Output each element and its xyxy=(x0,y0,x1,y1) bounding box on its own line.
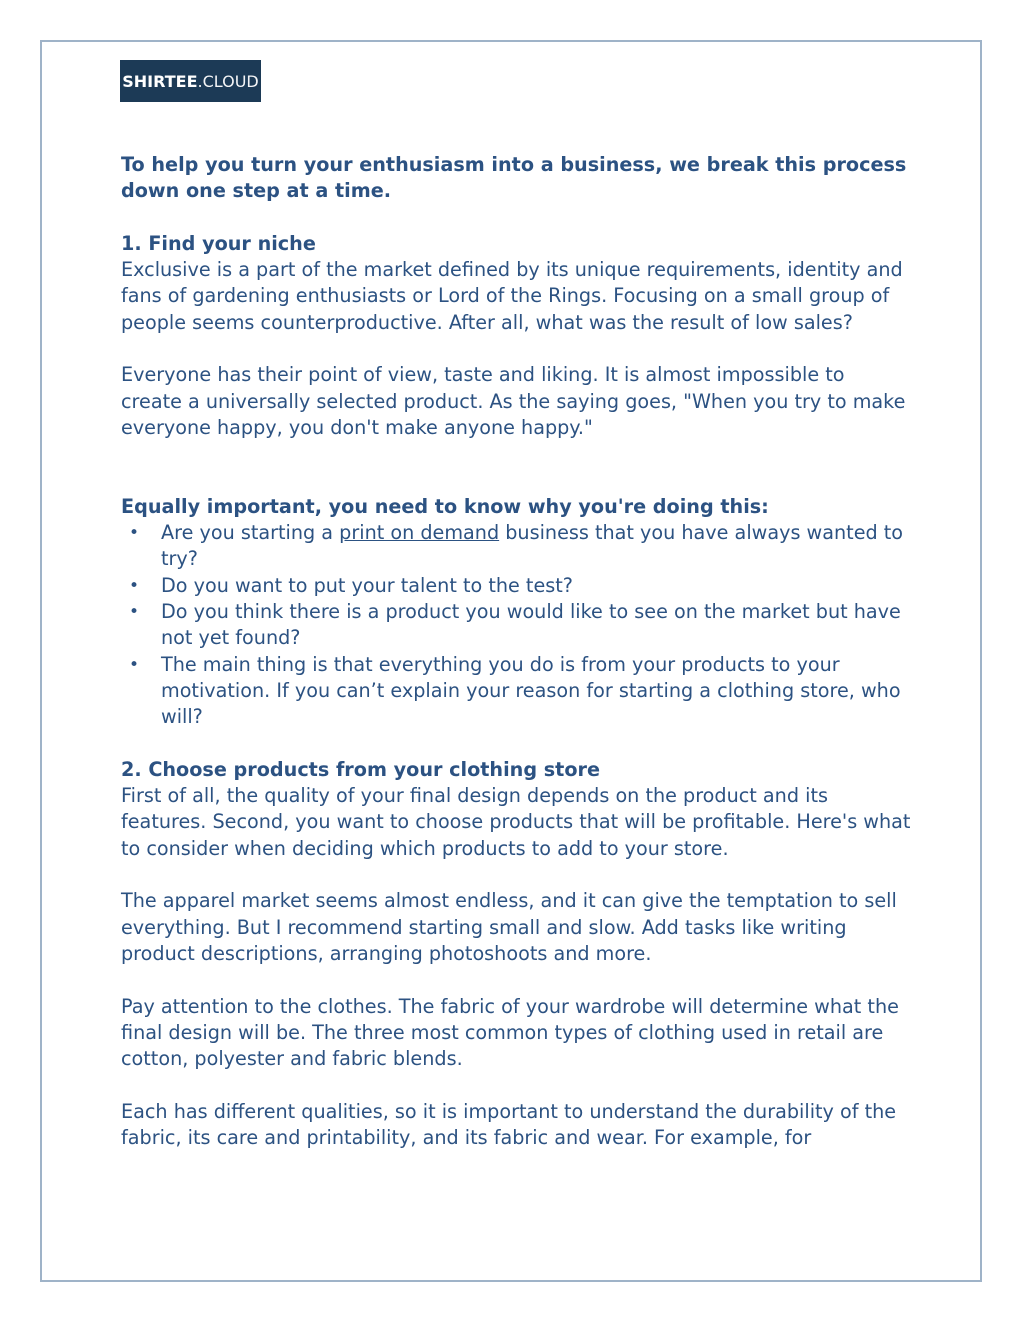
section2-paragraph-3: Pay attention to the clothes. The fabric of your wardrobe will determine what the final design will be. The three most common types of clothing used in retail are cotton, polyester and fabric blends. xyxy=(121,994,899,1071)
why-list xyxy=(121,520,911,730)
shirtee-cloud-logo[interactable] xyxy=(120,60,261,102)
section1-paragraph-1: Exclusive is a part of the market defined by its unique requirements, identity and fans of gardening enthusiasts or Lord of the Rings. Focusing on a small group of people seems counterproductive. After all, what was the result of low sales? xyxy=(121,258,903,334)
logo-text-bold: SHIRTEE xyxy=(122,71,198,91)
section2-paragraph-1: First of all, the quality of your final design depends on the product and its features. Second, you want to choose products that will be profitable. Here's what to consider when deciding which products to add to your store. xyxy=(121,784,911,860)
section1-heading: 1. Find your niche xyxy=(121,231,316,255)
section1-paragraph-2: Everyone has their point of view, taste and liking. It is almost impossible to create a universally selected product. As the saying goes, "When you try to make everyone happy, you don't make anyone happy." xyxy=(121,363,906,439)
section2-paragraph-2: The apparel market seems almost endless, and it can give the temptation to sell everything. But I recommend starting small and slow. Add tasks like writing product descriptions, arranging photoshoots and more. xyxy=(121,889,897,965)
print-on-demand-link[interactable]: print on demand xyxy=(339,521,500,545)
why-heading: Equally important, you need to know why you're doing this: xyxy=(121,494,769,518)
logo-text-light: .CLOUD xyxy=(197,71,259,91)
list-item xyxy=(121,520,911,573)
section2-paragraph-4: Each has different qualities, so it is important to understand the durability of the fabric, its care and printability, and its fabric and wear. For example, for xyxy=(121,1099,897,1149)
intro-heading: To help you turn your enthusiasm into a business, we break this process down one step at a time. xyxy=(121,153,907,203)
list-item: • Do you think there is a product you would like to see on the market but have not yet found? xyxy=(121,599,911,652)
section2-heading: 2. Choose products from your clothing store xyxy=(121,757,600,781)
list-item-text: business that you have always wanted to try? xyxy=(161,521,904,571)
list-item-text: Are you starting a xyxy=(161,521,340,545)
document-body xyxy=(121,152,911,1151)
list-item: • The main thing is that everything you do is from your products to your motivation. If you can’t explain your reason for starting a clothing store, who will? xyxy=(121,652,911,731)
list-item: • Do you want to put your talent to the test? xyxy=(121,573,911,599)
